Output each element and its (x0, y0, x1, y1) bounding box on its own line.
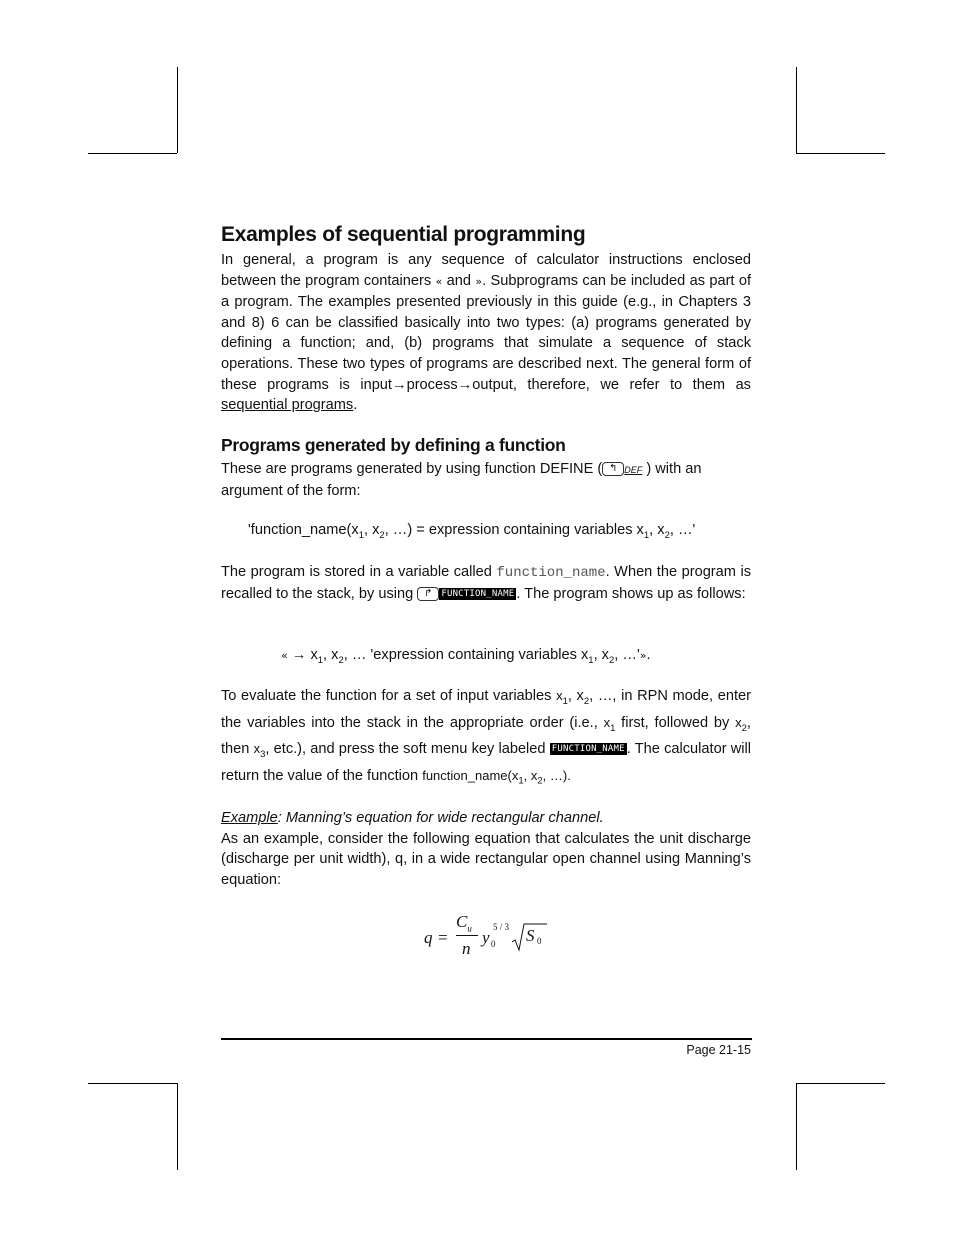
formula-equals: = (438, 928, 448, 947)
prog-sub: 1 (588, 654, 594, 666)
left-shift-key-icon: ↰ (602, 462, 624, 476)
eval-d: first, followed by (621, 714, 730, 731)
function-name-softkey[interactable]: FUNCTION_NAME (441, 588, 515, 599)
sequential-programs-term: sequential programs (221, 397, 354, 414)
arrow-icon: → (457, 376, 473, 393)
subsection-heading: Programs generated by defining a function (221, 435, 566, 455)
prog-c: , … 'expression containing variables x (343, 647, 589, 663)
example-body: As an example, consider the following equation that calculates the unit discharge (discharge per unit width), q, in a wide rectangular open channel using Manning’s equation: (221, 830, 751, 888)
stored-text-b: . When the program is recalled to the stack, by using (221, 564, 751, 602)
footer-rule (221, 1038, 752, 1040)
prog-sub: 1 (317, 654, 324, 666)
prog-a: x (310, 647, 318, 663)
stored-text-c: . The program shows up as follows: (516, 585, 746, 602)
example-title (221, 808, 751, 829)
formula-n: n (462, 939, 471, 958)
crop-mark-top-left-v (177, 67, 178, 153)
formula-c: C (456, 912, 468, 931)
example-label: Example (221, 810, 278, 826)
prog-b: , x (323, 647, 339, 663)
program-close-container: » (475, 274, 483, 288)
section-heading: Examples of sequential programming (221, 223, 586, 246)
form-d: , x (649, 522, 665, 538)
example-title-text: : Manning’s equation for wide rectangular channel. (277, 810, 604, 826)
stored-paragraph (221, 562, 751, 604)
formula-u: u (467, 923, 472, 934)
program-display-line (281, 645, 741, 672)
eval-sub: 2 (537, 775, 543, 787)
prog-d: , x (593, 647, 609, 663)
form-a: 'function_name(x (248, 522, 359, 538)
eval-e: , then (221, 714, 751, 757)
eval-call: , …). (542, 767, 571, 783)
stored-text-a: The program is stored in a variable called (221, 564, 492, 580)
arrow-icon: → (391, 376, 407, 393)
form-sub: 2 (664, 529, 670, 541)
fraction-bar (456, 935, 478, 936)
intro-process: process (406, 376, 458, 393)
eval-call: function_name(x (422, 767, 519, 783)
prog-sub: 2 (338, 654, 344, 666)
formula-q: q (424, 928, 433, 947)
eval-sub: 3 (260, 748, 266, 760)
function-name-softkey[interactable]: FUNCTION_NAME (551, 744, 625, 755)
crop-mark-top-right-h (796, 153, 885, 154)
eval-b: , x (567, 688, 584, 704)
prog-end: . (646, 647, 651, 663)
eval-f: , etc.), and press the soft menu key labeled (265, 741, 546, 757)
right-shift-key-icon: ↱ (417, 587, 439, 601)
arrow-icon: → (291, 647, 307, 663)
evaluate-paragraph (221, 686, 751, 792)
form-b: , x (363, 522, 380, 538)
prog-sub: 2 (608, 654, 615, 666)
define-text-a: These are programs generated by using function DEFINE ( (221, 461, 603, 477)
form-sub: 1 (358, 529, 364, 541)
function-form-line (248, 520, 748, 547)
form-sub: 2 (379, 529, 385, 541)
variable-name: function_name (496, 565, 606, 581)
eval-var: x (253, 741, 261, 756)
form-sub: 1 (643, 529, 650, 541)
formula-exponent: 5 / 3 (493, 922, 510, 932)
crop-mark-bottom-left-v (177, 1083, 178, 1170)
eval-sub: 2 (583, 695, 590, 707)
eval-var: x (735, 714, 742, 730)
intro-text-2: . Subprograms can be included as part of a program. The examples presented previously in this guide (e.g., in Chapters 3 and 8) 6 can be classified basically into two types: (a) programs generated by defining a function; and, (b) programs that simulate a sequence of stack operations. These two types of programs are described next. The general form of these programs is input (221, 272, 752, 393)
formula-numerator (456, 912, 472, 933)
prog-e: , …' (614, 647, 640, 663)
crop-mark-bottom-left-h (88, 1083, 177, 1084)
crop-mark-bottom-right-v (796, 1083, 797, 1170)
intro-end: . (353, 397, 358, 414)
program-open-container: « (281, 649, 288, 662)
form-e: , …' (669, 522, 696, 538)
eval-sub: 1 (610, 722, 616, 734)
eval-a: To evaluate the function for a set of input variables (221, 688, 552, 704)
crop-mark-top-right-v (796, 67, 797, 153)
formula-s-sub: 0 (537, 936, 542, 946)
eval-sub: 1 (562, 695, 568, 707)
eval-c: , …, in RPN mode, enter the variables into the stack in the appropriate order (i.e., (221, 688, 751, 731)
formula-y: y (482, 928, 490, 947)
eval-g: . The calculator will return the value of the function (221, 741, 752, 784)
form-c: , …) = expression containing variables x (384, 522, 644, 538)
page-number: Page 21-15 (686, 1043, 751, 1057)
define-text-b: ) with an argument of the form: (221, 461, 702, 499)
intro-and: and (446, 272, 471, 289)
intro-text-1: In general, a program is any sequence of calculator instructions enclosed between the program containers (221, 252, 751, 289)
eval-sub: 1 (518, 775, 524, 787)
intro-output: output, therefore, we refer to them as (472, 376, 751, 393)
program-open-container: « (435, 274, 443, 288)
eval-sub: 2 (741, 722, 747, 734)
crop-mark-top-left-h (88, 153, 177, 154)
intro-paragraph (221, 250, 751, 416)
formula-s: S (526, 926, 535, 945)
def-key-label: DEF (624, 465, 643, 475)
crop-mark-bottom-right-h (796, 1083, 885, 1084)
eval-var: x (603, 714, 611, 730)
program-close-container: » (639, 649, 647, 662)
define-paragraph (221, 459, 751, 501)
formula-y-sub: 0 (491, 939, 496, 949)
eval-call: , x (523, 767, 538, 783)
eval-var: x (556, 688, 563, 703)
